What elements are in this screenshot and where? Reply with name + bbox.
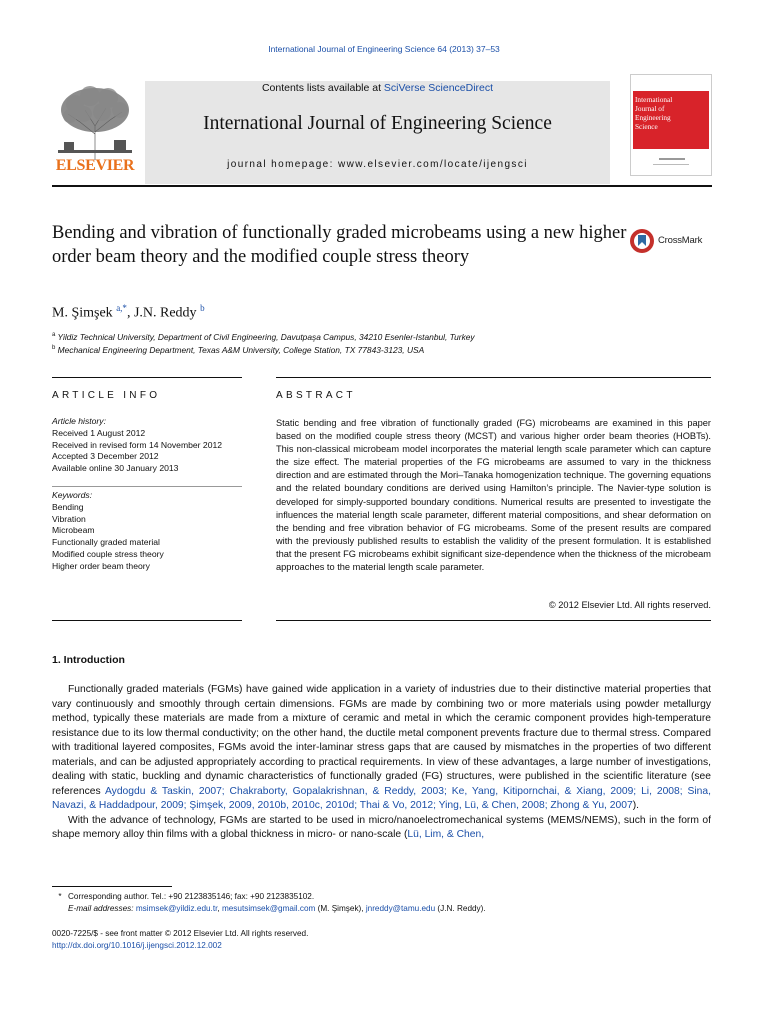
article-info-heading: ARTICLE INFO: [52, 390, 161, 401]
author-affiliation-mark[interactable]: b: [200, 303, 205, 313]
footnotes: [52, 891, 711, 916]
email-text: (M. Şimşek),: [315, 904, 366, 914]
keyword: Bending: [52, 501, 84, 512]
email-footnote: E-mail addresses: msimsek@yildiz.edu.tr, mesutsimsek@gmail.com (M. Şimşek), jnreddy@tamu.edu (J.N. Reddy).: [68, 904, 486, 914]
article-history: [52, 416, 242, 475]
corresponding-text: Corresponding author. Tel.: +90 2123835146; fax: +90 2123835102.: [68, 892, 315, 901]
abstract-heading: ABSTRACT: [276, 390, 356, 401]
email-link[interactable]: msimsek@yildiz.edu.tr: [135, 904, 218, 914]
crossmark-badge[interactable]: [629, 227, 715, 255]
journal-cover: [630, 74, 712, 176]
footnote-rule: [52, 886, 172, 887]
keyword: Microbeam: [52, 525, 95, 536]
contents-line: [145, 82, 610, 94]
affiliation: [52, 345, 424, 355]
keyword: Modified couple stress theory: [52, 548, 164, 559]
affiliation-mark: a: [52, 332, 56, 339]
section-rule: [52, 377, 242, 378]
paragraph: [52, 814, 711, 843]
affiliation-mark: b: [52, 345, 56, 352]
cover-title: [635, 95, 672, 131]
paragraph-text: With the advance of technology, FGMs are started to be used in micro/nanoelectromechanical systems (MEMS/NEMS), such in the form of shape memory alloy thin films with a global thickness in micro- or nano-scale (: [52, 814, 711, 840]
contents-prefix: Contents lists available at: [261, 82, 384, 94]
paragraph-text: ).: [632, 800, 639, 811]
email-text: (J.N. Reddy).: [435, 904, 486, 914]
homepage-prefix: journal homepage:: [227, 159, 338, 170]
email-label: E-mail addresses:: [68, 904, 134, 914]
reference-links[interactable]: Aydogdu & Taskin, 2007; Chakraborty, Gopalakrishnan, & Reddy, 2003; Ke, Yang, Kitipornchai, & Xiang, 2009; Li, 2008; Sina, Navazi, & Haddadpour, 2009; Şimşek, 2009, 2010b, 2010c, 2010d; Thai & Vo, 2012; Ying, Lü, & Chen, 2008; Zhong & Yu, 2007: [52, 785, 711, 811]
journal-title: International Journal of Engineering Science: [203, 113, 552, 134]
abstract-text: Static bending and free vibration of functionally graded (FG) microbeams are examined in this paper based on the modified couple stress theory (MCST) and various higher order beam theories (HOBTs). This non-classical microbeam model incorporates the material length scale parameter which can capture the size effect. The material properties of the FG microbeams are assumed to vary in the thickness direction and are estimated through the Mori–Tanaka homogenization technique. The governing equations and the related boundary conditions are derived using Hamilton’s principle. The Navier-type solution is developed for simply-supported boundary conditions. Numerical results are presented to investigate the influences the material length scale parameter, different material compositions, and shear deformation on the bending and free vibration behavior of FG microbeams. Some of the present results are compared with the previously published results to establish the validity of the present formulation. It is established that the present FG microbeams exhibit significant size-dependence when the thickness of the microbeam approaches to the material length scale parameter.: [276, 418, 711, 573]
front-matter-info: [52, 928, 711, 952]
cover-title-line: Science: [635, 122, 658, 131]
reference-links[interactable]: Lü, Lim, & Chen,: [407, 829, 485, 840]
publisher-wordmark: ELSEVIER: [55, 157, 135, 174]
affiliation: [52, 332, 475, 342]
history-label: Article history:: [52, 416, 106, 426]
history-item: Available online 30 January 2013: [52, 463, 179, 474]
history-item: Received in revised form 14 November 2012: [52, 439, 223, 450]
introduction-body: [52, 683, 711, 843]
journal-homepage: [145, 159, 610, 170]
section-rule: [52, 620, 242, 621]
keyword: Vibration: [52, 513, 86, 524]
introduction-heading: 1. Introduction: [52, 654, 125, 666]
keyword: Functionally graded material: [52, 537, 160, 548]
keyword-list: [52, 490, 242, 573]
affiliation-text: Mechanical Engineering Department, Texas A&M University, College Station, TX 77843-3123, USA: [57, 345, 425, 355]
info-divider: [52, 486, 242, 487]
issn-line: 0020-7225/$ - see front matter © 2012 Elsevier Ltd. All rights reserved.: [52, 929, 309, 938]
copyright-line: © 2012 Elsevier Ltd. All rights reserved.: [548, 600, 711, 610]
paper-title: Bending and vibration of functionally graded microbeams using a new higher order beam theory and the modified couple stress theory: [52, 223, 627, 267]
email-link[interactable]: mesutsimsek@gmail.com: [221, 904, 316, 914]
cover-title-line: Engineering: [635, 113, 671, 122]
section-rule: [276, 377, 711, 378]
sciencedirect-link[interactable]: SciVerse ScienceDirect: [383, 82, 494, 94]
header-rule: [52, 185, 712, 187]
history-item: Accepted 3 December 2012: [52, 451, 159, 462]
author-name[interactable]: M. Şimşek: [52, 305, 113, 321]
corresponding-footnote: * Corresponding author. Tel.: +90 2123835146; fax: +90 2123835102.: [58, 892, 315, 901]
journal-citation[interactable]: International Journal of Engineering Science 64 (2013) 37–53: [268, 44, 500, 54]
doi-link[interactable]: http://dx.doi.org/10.1016/j.ijengsci.2012.12.002: [52, 941, 222, 950]
homepage-url[interactable]: www.elsevier.com/locate/ijengsci: [337, 159, 528, 170]
author-affiliation-mark[interactable]: a,*: [116, 303, 127, 313]
paragraph-text: Functionally graded materials (FGMs) have gained wide application in a variety of industries due to their distinctive material properties that vary continuously and smoothly through certain dimensions. FGMs are made by combining two or more materials using powder metallurgy method, typically these materials are made from a mixture of ceramic and metal in which the ceramic component provides high-temperature resistance due to its low thermal conductivity; on the other hand, the ductile metal component prevents fracture due to thermal stress. Compared with traditional layered composites, FGMs avoid the inter-laminar stress gaps that are caused by mismatches in the properties of two different materials, and can be adjusted appropriately according to practical requirements. In view of these advantages, a large number of investigations, dealing with static, buckling and dynamic characteristics of functionally graded (FG) structures, were published in the scientific literature (see references: [52, 684, 711, 797]
cover-title-line: International: [635, 95, 673, 104]
paragraph: [52, 683, 711, 814]
author-name[interactable]: J.N. Reddy: [133, 305, 197, 321]
cover-title-line: Journal of: [635, 104, 665, 113]
crossmark-label: CrossMark: [658, 235, 703, 246]
history-item: Received 1 August 2012: [52, 427, 146, 438]
keyword: Higher order beam theory: [52, 560, 150, 571]
section-rule: [276, 620, 711, 621]
author-list: M. Şimşek $^{a,*}$, J.N. Reddy $^b$: [52, 303, 205, 321]
affiliation-text: Yildiz Technical University, Department of Civil Engineering, Davutpaşa Campus, 34210 Esenler-Istanbul, Turkey: [57, 332, 475, 342]
keywords-label: Keywords:: [52, 490, 93, 500]
email-link[interactable]: jnreddy@tamu.edu: [365, 904, 436, 914]
